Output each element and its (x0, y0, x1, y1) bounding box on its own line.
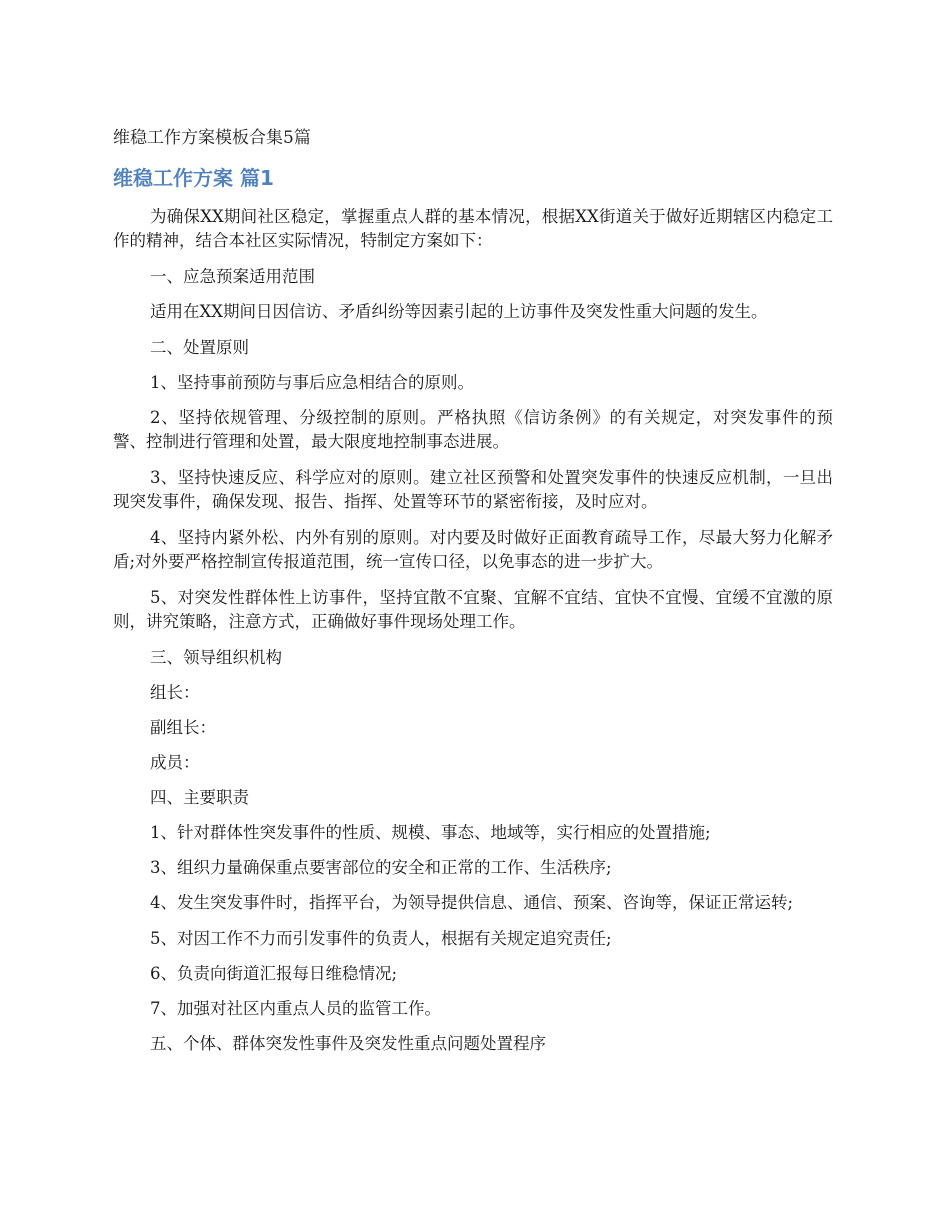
paragraph: 适用在XX期间日因信访、矛盾纠纷等因素引起的上访事件及突发性重大问题的发生。 (150, 302, 768, 321)
paragraph: 7、加强对社区内重点人员的监管工作。 (150, 999, 441, 1018)
paragraph: 副组长： (150, 718, 216, 737)
paragraph: 为确保XX期间社区稳定，掌握重点人群的基本情况，根据XX街道关于做好近期辖区内稳定工作的精神，结合本社区实际情况，特制定方案如下： (113, 207, 833, 250)
paragraph: 一、应急预案适用范围 (150, 267, 315, 286)
document-body (113, 205, 833, 1067)
section-heading: 维稳工作方案 篇1 (113, 166, 274, 190)
paragraph: 2、坚持依规管理、分级控制的原则。严格执照《信访条例》的有关规定，对突发事件的预警、控制进行管理和处置，最大限度地控制事态进展。 (113, 408, 833, 451)
paragraph: 6、负责向街道汇报每日维稳情况; (150, 964, 398, 983)
paragraph: 五、个体、群体突发性事件及突发性重点问题处置程序 (150, 1034, 546, 1053)
paragraph: 4、坚持内紧外松、内外有别的原则。对内要及时做好正面教育疏导工作，尽最大努力化解矛盾;对外要严格控制宣传报道范围，统一宣传口径，以免事态的进一步扩大。 (113, 528, 833, 571)
paragraph: 1、坚持事前预防与事后应急相结合的原则。 (150, 373, 474, 392)
paragraph: 四、主要职责 (150, 788, 249, 807)
paragraph: 三、领导组织机构 (150, 648, 282, 667)
paragraph: 3、坚持快速反应、科学应对的原则。建立社区预警和处置突发事件的快速反应机制，一旦出现突发事件，确保发现、报告、指挥、处置等环节的紧密衔接，及时应对。 (113, 468, 833, 511)
paragraph: 1、针对群体性突发事件的性质、规模、事态、地域等，实行相应的处置措施; (150, 823, 711, 842)
paragraph: 5、对突发性群体性上访事件，坚持宜散不宜聚、宜解不宜结、宜快不宜慢、宜缓不宜激的原则，讲究策略，注意方式，正确做好事件现场处理工作。 (113, 588, 833, 631)
paragraph: 3、组织力量确保重点要害部位的安全和正常的工作、生活秩序; (150, 858, 612, 877)
document-title: 维稳工作方案模板合集5篇 (113, 128, 311, 148)
paragraph: 二、处置原则 (150, 338, 249, 357)
paragraph: 4、发生突发事件时，指挥平台，为领导提供信息、通信、预案、咨询等，保证正常运转; (150, 893, 794, 912)
paragraph: 组长： (150, 683, 200, 702)
paragraph: 5、对因工作不力而引发事件的负责人，根据有关规定追究责任; (150, 929, 612, 948)
paragraph: 成员： (150, 753, 200, 772)
